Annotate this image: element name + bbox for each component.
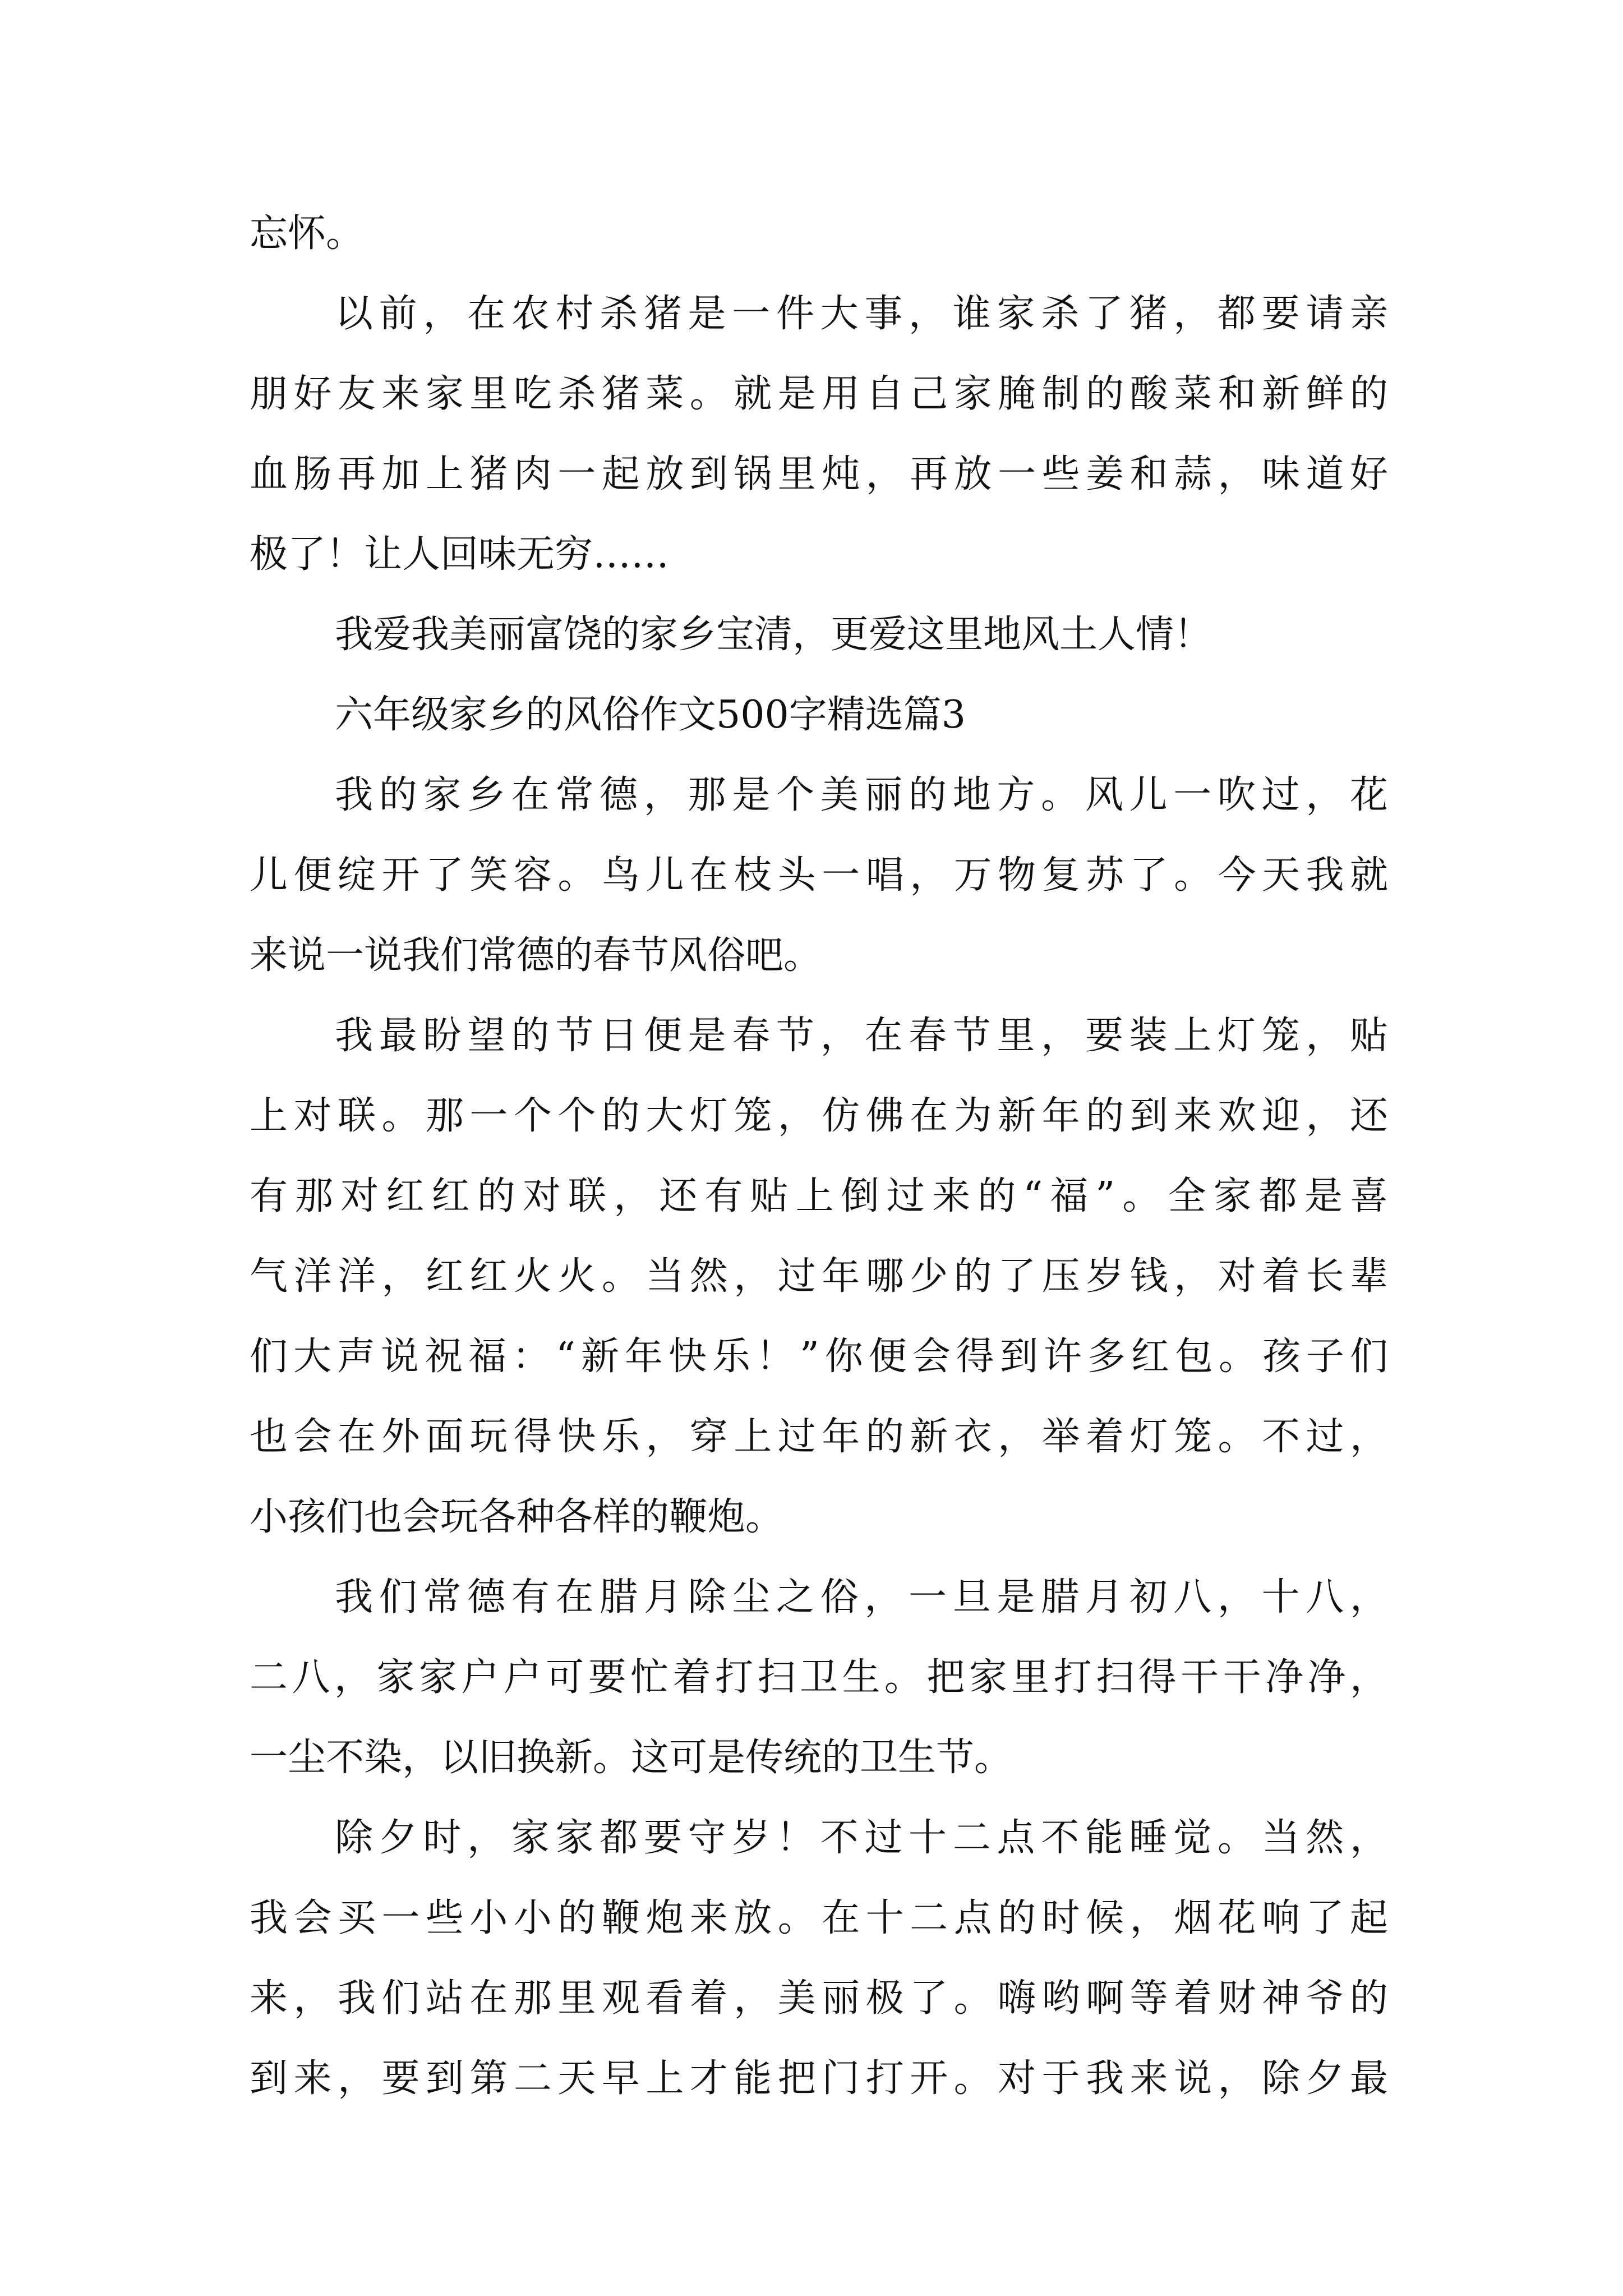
- text-line: 除夕时，家家都要守岁！不过十二点不能睡觉。当然，: [335, 1816, 1388, 1860]
- document-body: [250, 194, 1388, 2119]
- text-line: 气洋洋，红红火火。当然，过年哪少的了压岁钱，对着长辈: [250, 1254, 1388, 1299]
- text-line: 我们常德有在腊月除尘之俗，一旦是腊月初八，十八，: [335, 1575, 1388, 1619]
- text-line: 我的家乡在常德，那是个美丽的地方。风儿一吹过，花: [335, 773, 1388, 817]
- text-line: 们大声说祝福：“新年快乐！”你便会得到许多红包。孩子们: [250, 1335, 1388, 1379]
- text-line: 极了！让人回味无穷……: [250, 532, 670, 577]
- text-line: 我会买一些小小的鞭炮来放。在十二点的时候，烟花响了起: [250, 1896, 1388, 1940]
- text-line: 来说一说我们常德的春节风俗吧。: [250, 933, 822, 978]
- text-line: 有那对红红的对联，还有贴上倒过来的“福”。全家都是喜: [250, 1174, 1388, 1218]
- text-line: 来，我们站在那里观看着，美丽极了。嗨哟啊等着财神爷的: [250, 1976, 1388, 2021]
- text-line: 以前，在农村杀猪是一件大事，谁家杀了猪，都要请亲: [335, 292, 1388, 336]
- text-line: 到来，要到第二天早上才能把门打开。对于我来说，除夕最: [250, 2056, 1388, 2101]
- section-heading: 六年级家乡的风俗作文500字精选篇3: [335, 693, 966, 737]
- text-line: 血肠再加上猪肉一起放到锅里炖，再放一些姜和蒜，味道好: [250, 452, 1388, 496]
- text-line: 也会在外面玩得快乐，穿上过年的新衣，举着灯笼。不过，: [250, 1415, 1388, 1459]
- text-line: 朋好友来家里吃杀猪菜。就是用自己家腌制的酸菜和新鲜的: [250, 372, 1388, 416]
- text-line: 忘怀。: [250, 211, 365, 256]
- text-line: 二八，家家户户可要忙着打扫卫生。把家里打扫得干干净净，: [250, 1655, 1388, 1700]
- text-line: 上对联。那一个个的大灯笼，仿佛在为新年的到来欢迎，还: [250, 1094, 1388, 1138]
- text-line: 小孩们也会玩各种各样的鞭炮。: [250, 1495, 784, 1539]
- text-line: 一尘不染，以旧换新。这可是传统的卫生节。: [250, 1736, 1013, 1780]
- text-line: 我最盼望的节日便是春节，在春节里，要装上灯笼，贴: [335, 1014, 1388, 1058]
- text-line: 我爱我美丽富饶的家乡宝清，更爱这里地风土人情！: [335, 613, 1212, 657]
- text-line: 儿便绽开了笑容。鸟儿在枝头一唱，万物复苏了。今天我就: [250, 853, 1388, 898]
